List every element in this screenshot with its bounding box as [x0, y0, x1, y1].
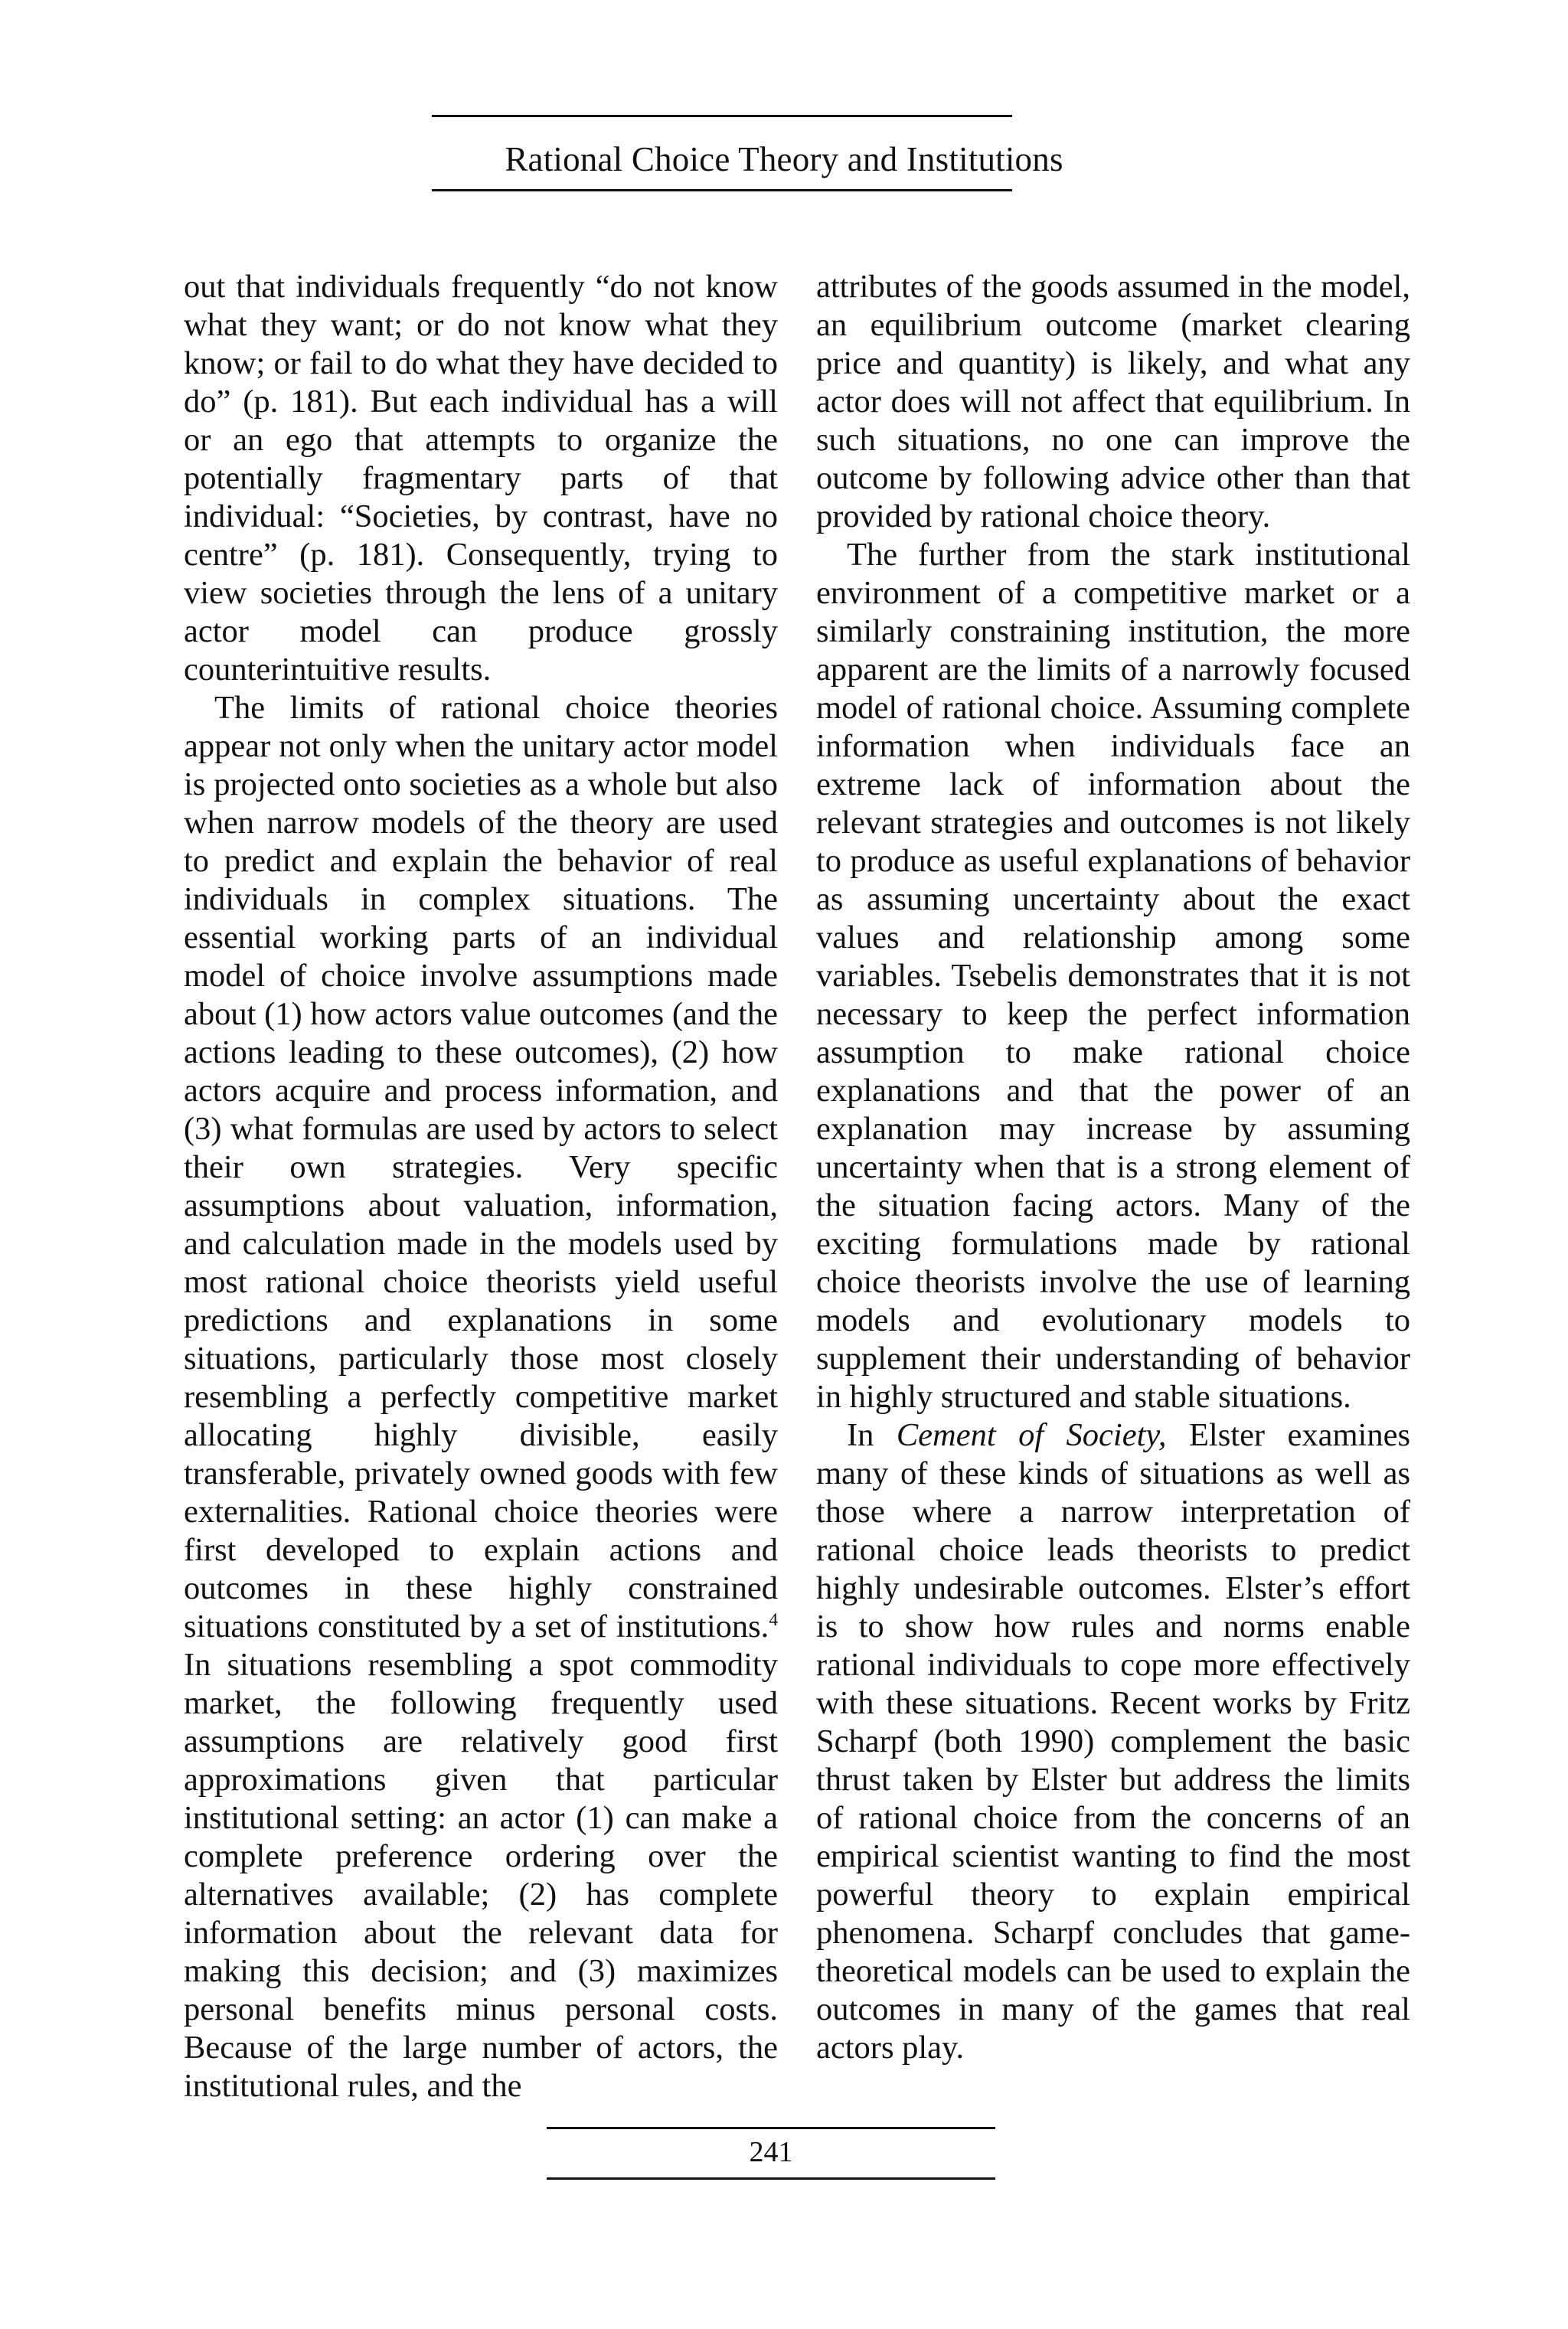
header-rule-bottom	[432, 189, 1012, 191]
right-paragraph-2: The further from the stark institutional environment of a competitive market or a similarly constraining institution, the more apparent are the limits of a narrowly focused model of rational choice. Assuming complete information when individuals face an extreme lack of information about the relevant strategies and outcomes is not likely to produce as useful explanations of behavior as assuming uncertainty about the exact values and relationship among some variables. Tsebelis demonstrates that it is not necessary to keep the perfect information assumption to make rational choice explanations and that the power of an explanation may increase by assuming uncertainty when that is a strong element of the situation facing actors. Many of the exciting formulations made by rational choice theorists involve the use of learning models and evolutionary models to supplement their understanding of behavior in highly structured and stable situations.	[816, 537, 1410, 1415]
book-title: Cement of Society,	[896, 1417, 1167, 1453]
right-paragraph-3-body: Elster examines many of these kinds of situations as well as those where a narrow interpretation of rational choice leads theorists to predict highly undesirable outcomes. Elster’s effort is to show how rules and norms enable rational individuals to cope more effectively with these situations. Recent works by Fritz Scharpf (both 1990) complement the basic thrust taken by Elster but address the limits of rational choice from the concerns of an empirical scientist wanting to find the most powerful theory to explain empirical phenomena. Scharpf concludes that game-theoretical models can be used to explain the outcomes in many of the games that real actors play.	[816, 1417, 1410, 2066]
footnote-marker: 4	[769, 1609, 778, 1630]
left-column	[184, 268, 778, 2105]
right-paragraph-3	[816, 1416, 1410, 2067]
left-paragraph-2	[184, 689, 778, 2105]
left-paragraph-1: out that individuals frequently “do not know what they want; or do not know what they know; or fail to do what they have decided to do” (p. 181). But each individual has a will or an ego that attempts to organize the potentially fragmentary parts of that individual: “Societies, by contrast, have no centre” (p. 181). Consequently, trying to view societies through the lens of a unitary actor model can produce grossly counterintuitive results.	[184, 269, 778, 688]
left-paragraph-2-part-a: The limits of rational choice theories appear not only when the unitary actor model is projected onto societies as a whole but also when narrow models of the theory are used to predict and explain the behavior of real individuals in complex situations. The essential working parts of an individual model of choice involve assumptions made about (1) how actors value outcomes (and the actions leading to these outcomes), (2) how actors acquire and process information, and (3) what formulas are used by actors to select their own strategies. Very specific assumptions about valuation, information, and calculation made in the models used by most rational choice theorists yield useful predictions and explanations in some situations, particularly those most closely resembling a perfectly competitive market allocating highly divisible, easily transferable, privately owned goods with few externalities. Rational choice theories were first developed to explain actions and outcomes in these highly constrained situations constituted by a set of institutions.	[184, 690, 778, 1645]
header-rule-top	[432, 115, 1012, 117]
right-paragraph-1: attributes of the goods assumed in the model, an equilibrium outcome (market clearing price and quantity) is likely, and what any actor does will not affect that equilibrium. In such situations, no one can improve the outcome by following advice other than that provided by rational choice theory.	[816, 269, 1410, 534]
left-paragraph-2-part-b: In situations resembling a spot commodity market, the following frequently used assumptions are relatively good first approximations given that particular institutional setting: an actor (1) can make a complete preference ordering over the alternatives available; (2) has complete information about the relevant data for making this decision; and (3) maximizes personal benefits minus personal costs. Because of the large number of actors, the institutional rules, and the	[184, 1647, 778, 2104]
footer-rule-top	[547, 2127, 995, 2129]
footer-rule-bottom	[547, 2177, 995, 2180]
right-column	[816, 268, 1410, 2067]
right-paragraph-3-lead: In	[847, 1417, 897, 1453]
running-head: Rational Choice Theory and Institutions	[505, 140, 1063, 178]
page-number: 241	[749, 2136, 793, 2168]
